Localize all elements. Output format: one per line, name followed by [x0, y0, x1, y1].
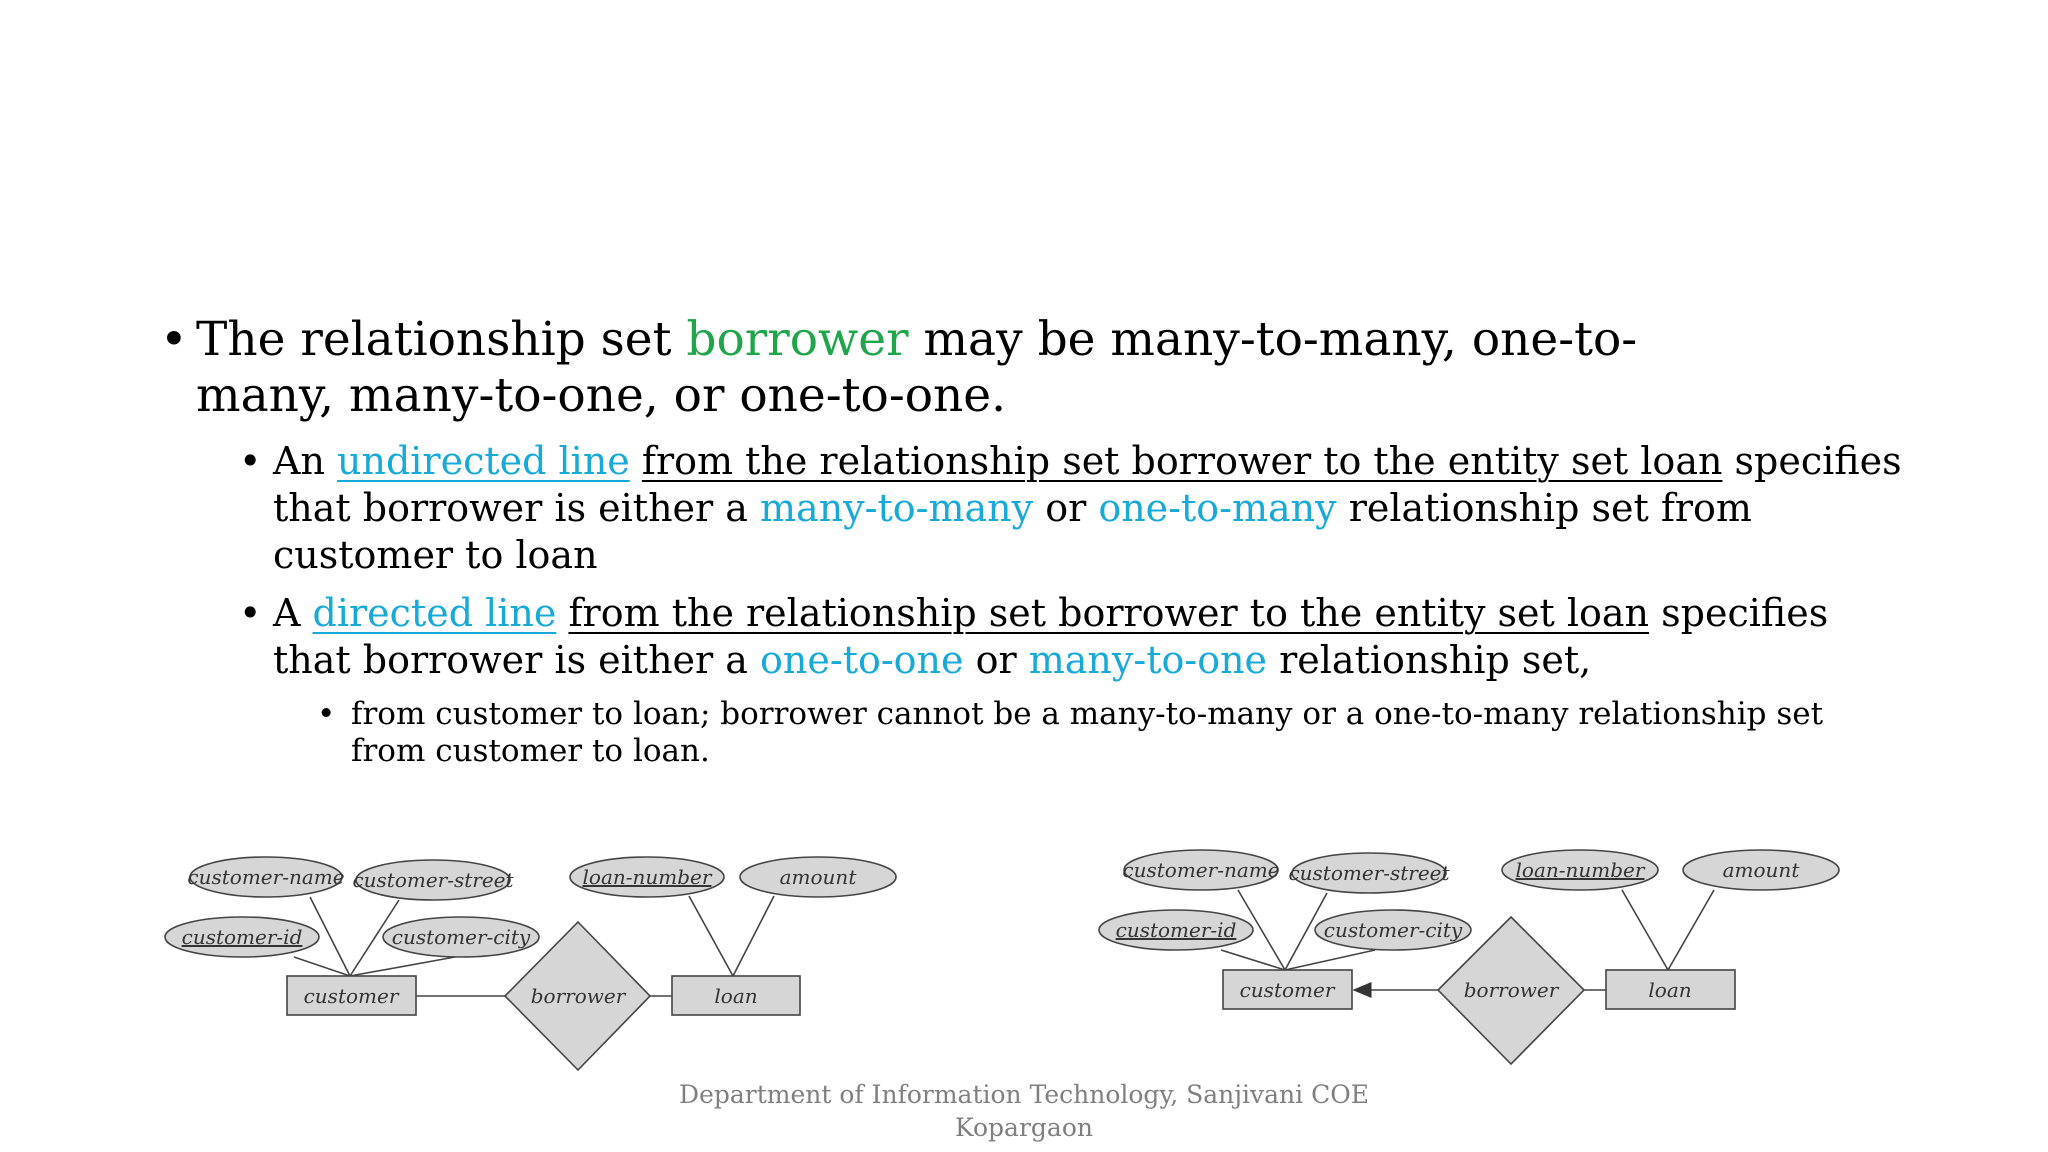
footer-line2: Kopargaon [955, 1113, 1093, 1142]
bullet-dot: • [239, 591, 262, 635]
attr-customer-name: customer-name [1122, 858, 1280, 882]
many-to-many-term: many-to-many [760, 486, 1034, 530]
entity-customer: customer [1239, 978, 1335, 1002]
bullet-dot: • [160, 312, 188, 367]
footer-line1: Department of Information Technology, Sanjivani COE [679, 1080, 1369, 1109]
attr-customer-id: customer-id [1115, 918, 1237, 942]
bullet2b-mid: specifies that borrower is either a [273, 591, 1829, 682]
entity-loan: loan [714, 984, 758, 1008]
attr-amount: amount [1722, 858, 1800, 882]
borrower-highlight: borrower [686, 312, 909, 367]
attr-customer-street: customer-street [352, 868, 514, 892]
attr-loan-number: loan-number [582, 865, 712, 889]
bullet2b-end: relationship set, [1267, 638, 1592, 682]
entity-loan: loan [1648, 978, 1692, 1002]
attr-customer-name: customer-name [187, 865, 345, 889]
bullet1-text-end: may be many-to-many, one-to-many, many-to-one, or one-to-one. [196, 312, 1638, 423]
or-text: or [963, 638, 1029, 682]
attr-customer-street: customer-street [1288, 861, 1450, 885]
directed-line-link[interactable]: directed line [312, 591, 557, 635]
attr-loan-number: loan-number [1515, 858, 1645, 882]
bullet2a-end: relationship set from customer to loan [273, 486, 1752, 577]
many-to-one-term: many-to-one [1028, 638, 1268, 682]
relationship-borrower: borrower [1463, 978, 1559, 1002]
attr-customer-city: customer-city [391, 925, 531, 949]
bullet3-text: from customer to loan; borrower cannot be a many-to-many or a one-to-many relationship set from customer to loan. [351, 696, 1824, 769]
bullet-dot: • [239, 439, 262, 483]
er-diagram-right [1099, 850, 1839, 1064]
attr-customer-city: customer-city [1323, 918, 1463, 942]
one-to-many-term: one-to-many [1098, 486, 1337, 530]
bullet2a-mid: specifies that borrower is either a [273, 439, 1902, 530]
relationship-borrower: borrower [530, 984, 626, 1008]
one-to-one-term: one-to-one [760, 638, 964, 682]
bullet2b-text: A [273, 591, 313, 635]
bullet2a-text: An [273, 439, 337, 483]
attr-amount: amount [779, 865, 857, 889]
undirected-line-link[interactable]: undirected line [337, 439, 630, 483]
bullet1-text: The relationship set [196, 312, 687, 367]
attr-customer-id: customer-id [181, 925, 303, 949]
bullet-dot: • [317, 696, 336, 732]
or-text: or [1033, 486, 1099, 530]
footer [0, 1078, 2048, 1144]
underlined-phrase: from the relationship set borrower to the entity set loan [568, 591, 1650, 635]
underlined-phrase: from the relationship set borrower to the entity set loan [641, 439, 1723, 483]
entity-customer: customer [303, 984, 399, 1008]
